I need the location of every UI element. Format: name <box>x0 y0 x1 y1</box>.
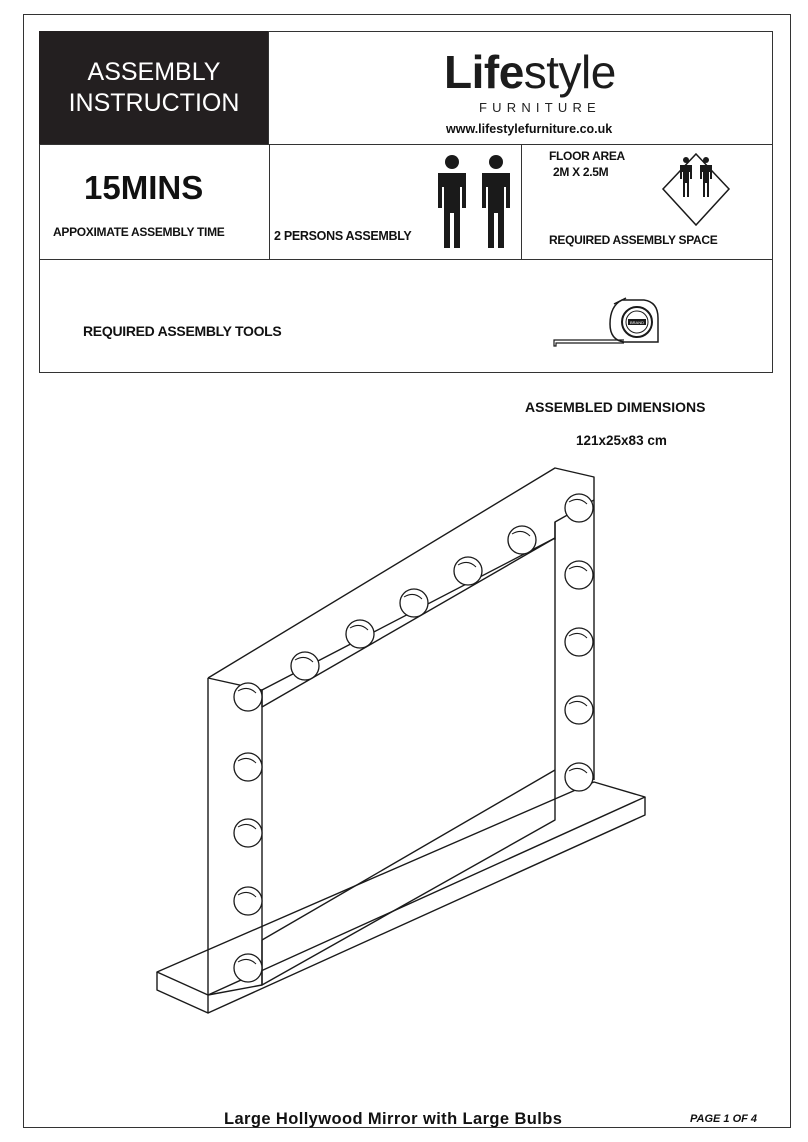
website-link[interactable]: www.lifestylefurniture.co.uk <box>446 122 613 136</box>
assembly-time-label: APPOXIMATE ASSEMBLY TIME <box>53 225 225 239</box>
tools-label: REQUIRED ASSEMBLY TOOLS <box>83 323 282 339</box>
title-line-1: ASSEMBLY <box>87 58 221 86</box>
persons-label: 2 PERSONS ASSEMBLY <box>274 229 412 243</box>
product-name: Large Hollywood Mirror with Large Bulbs <box>224 1110 563 1128</box>
brand-subtitle: FURNITURE <box>479 100 601 115</box>
brand-logo-bold: Life <box>444 46 524 98</box>
assembly-space-label: REQUIRED ASSEMBLY SPACE <box>549 233 718 247</box>
assembly-time-value: 15MINS <box>84 169 204 206</box>
dimensions-value: 121x25x83 cm <box>576 433 667 448</box>
floor-area-value: 2M X 2.5M <box>553 165 609 179</box>
floor-area-label: FLOOR AREA <box>549 149 625 163</box>
page-number: PAGE 1 OF 4 <box>690 1113 758 1125</box>
dimensions-label: ASSEMBLED DIMENSIONS <box>525 399 706 415</box>
tape-brand-text: BRAND <box>629 320 645 325</box>
brand-logo-thin: style <box>523 46 616 98</box>
title-line-2: INSTRUCTION <box>68 89 240 117</box>
